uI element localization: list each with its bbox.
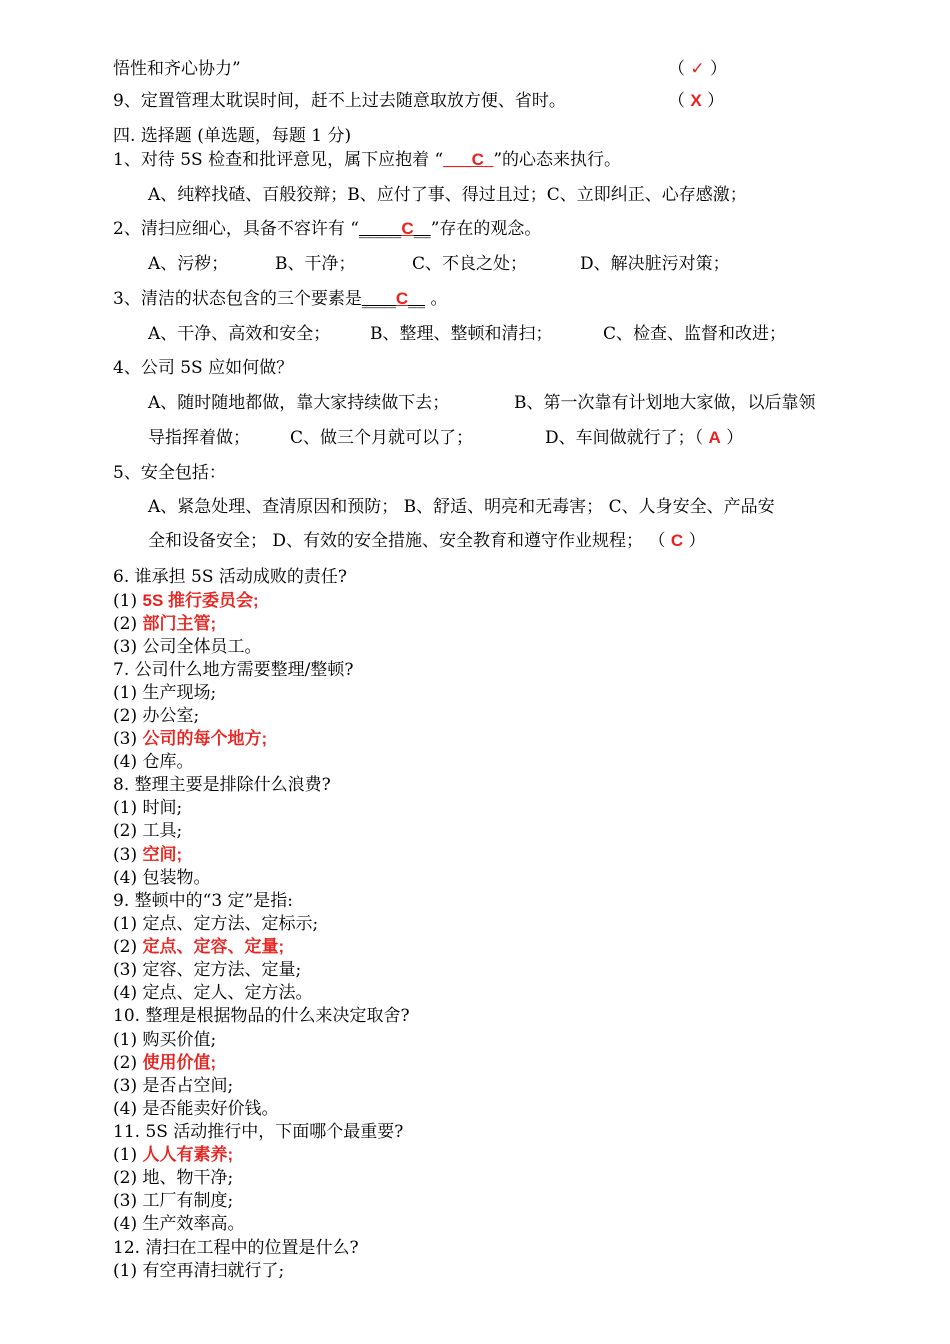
list-item: (3) 是否占空间; (113, 1076, 234, 1096)
judge-answer-9: （ X ） (668, 91, 725, 111)
question-2-stem: 2、清扫应细心，具备不容许有 “_____C__”存在的观念。 (113, 219, 542, 239)
list-item: (1) 定点、定方法、定标示; (113, 914, 319, 934)
list-item: (4) 定点、定人、定方法。 (113, 983, 313, 1003)
question-2-option-c: C、不良之处； (412, 254, 528, 274)
answer-3: C (395, 289, 409, 308)
question-3-stem: 3、清洁的状态包含的三个要素是____C__ 。 (113, 289, 448, 309)
cross-mark-icon: X (690, 91, 702, 110)
list-item: (1) 生产现场; (113, 683, 217, 703)
question-5-options-line1: A、紧急处理、查清原因和预防； B、舒适、明亮和无毒害； C、人身安全、产品安 (148, 497, 775, 517)
judge-answer-8: （ ✓ ） (668, 59, 728, 79)
question-3-option-a: A、干净、高效和安全； (148, 324, 331, 344)
list-item: (2) 定点、定容、定量; (113, 937, 285, 957)
question-2-option-b: B、干净； (275, 254, 356, 274)
section-title: 四. 选择题 (单选题，每题 1 分) (113, 126, 352, 146)
list-item: (3) 空间; (113, 845, 183, 865)
answer-4: A (708, 428, 721, 447)
list-item: (1) 人人有素养; (113, 1145, 234, 1165)
answer-1: C (471, 150, 484, 169)
question-1-options: A、纯粹找碴、百般狡辩；B、应付了事、得过且过；C、立即纠正、心存感激； (148, 185, 747, 205)
question-10-stem: 10. 整理是根据物品的什么来决定取舍? (113, 1006, 410, 1026)
list-item: (1) 5S 推行委员会; (113, 591, 259, 611)
question-5-stem: 5、安全包括： (113, 463, 226, 483)
question-3-option-b: B、整理、整顿和清扫； (370, 324, 553, 344)
list-item: (2) 使用价值; (113, 1053, 217, 1073)
question-2-option-a: A、污秽； (148, 254, 229, 274)
question-4-option-c: C、做三个月就可以了； (290, 428, 474, 448)
question-1-stem: 1、对待 5S 检查和批评意见，属下应抱着 “___C_”的心态来执行。 (113, 150, 622, 170)
answer-2: C (401, 219, 414, 238)
list-item: (3) 工厂有制度; (113, 1191, 234, 1211)
question-4-stem: 4、公司 5S 应如何做？ (113, 358, 294, 378)
judge-line-8: 悟性和齐心协力” (113, 59, 241, 79)
question-9-stem: 9. 整顿中的“3 定”是指: (113, 891, 293, 911)
question-4-option-b: B、第一次靠有计划地大家做，以后靠领 (514, 393, 816, 413)
question-5-options-line2: 全和设备安全； D、有效的安全措施、安全教育和遵守作业规程； （ C ） (148, 531, 706, 551)
list-item: (3) 公司全体员工。 (113, 637, 262, 657)
question-4-option-a: A、随时随地都做，靠大家持续做下去； (148, 393, 450, 413)
list-item: (2) 地、物干净; (113, 1168, 234, 1188)
list-item: (1) 有空再清扫就行了; (113, 1261, 285, 1281)
question-2-option-d: D、解决脏污对策； (580, 254, 730, 274)
list-item: (1) 购买价值; (113, 1030, 217, 1050)
answer-5: C (670, 531, 684, 550)
question-11-stem: 11. 5S 活动推行中，下面哪个最重要? (113, 1122, 404, 1142)
list-item: (2) 部门主管; (113, 614, 217, 634)
list-item: (4) 仓库。 (113, 752, 194, 772)
list-item: (2) 工具; (113, 821, 183, 841)
list-item: (3) 公司的每个地方; (113, 729, 268, 749)
question-8-stem: 8. 整理主要是排除什么浪费? (113, 775, 331, 795)
question-12-stem: 12. 清扫在工程中的位置是什么? (113, 1238, 359, 1258)
list-item: (4) 生产效率高。 (113, 1214, 245, 1234)
question-4-option-d: D、车间做就行了；（ A ） (545, 428, 744, 448)
question-4-option-b-cont: 导指挥着做； (148, 428, 250, 448)
question-7-stem: 7. 公司什么地方需要整理/整顿? (113, 660, 354, 680)
list-item: (3) 定容、定方法、定量; (113, 960, 302, 980)
judge-line-9: 9、定置管理太耽误时间，赶不上过去随意取放方便、省时。 (113, 91, 566, 111)
question-6-stem: 6. 谁承担 5S 活动成败的责任? (113, 567, 348, 587)
question-3-option-c: C、检查、监督和改进； (603, 324, 787, 344)
list-item: (4) 包装物。 (113, 868, 211, 888)
list-item: (1) 时间; (113, 798, 183, 818)
list-item: (2) 办公室; (113, 706, 200, 726)
list-item: (4) 是否能卖好价钱。 (113, 1099, 279, 1119)
check-mark-icon: ✓ (690, 59, 705, 78)
